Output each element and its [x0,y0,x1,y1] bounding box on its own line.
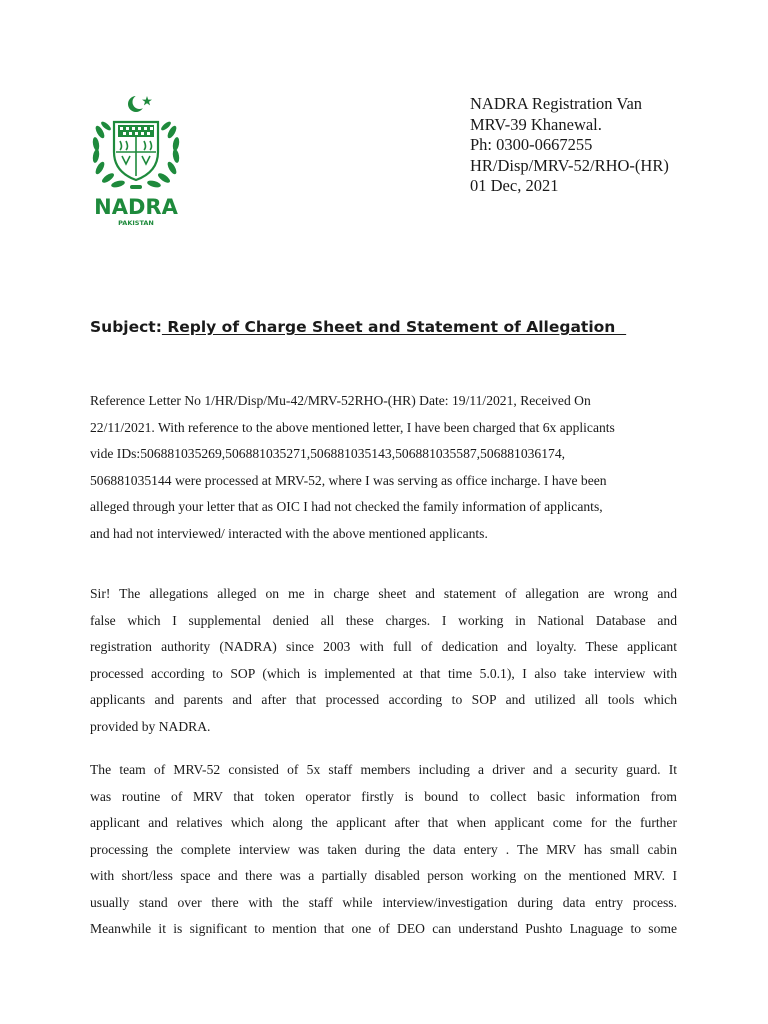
text-line: usually stand over there with the staff while interview/investigation during data entry process. [90,894,677,910]
shield-icon [114,122,158,180]
address-line: NADRA Registration Van [470,94,643,113]
sender-address-block [470,94,669,197]
subject-heading [90,318,626,336]
text-line: Meanwhile it is significant to mention that one of DEO can understand Pushto Lnaguage to some [90,921,677,936]
text-line: applicants and parents and after that processed according to SOP and utilized all tools which [90,692,677,707]
text-line: Reference Letter No 1/HR/Disp/Mu-42/MRV-52RHO-(HR) Date: 19/11/2021, Received On [90,393,591,408]
text-line: applicant and relatives which along the applicant after that when applicant come for the further [90,815,677,830]
logo-name-text: NADRA [94,195,178,219]
text-line: alleged through your letter that as OIC I had not checked the family information of applicants, [90,499,603,514]
text-line: provided by NADRA. [90,718,211,734]
logo-country-text: PAKISTAN [118,219,154,227]
text-line: and had not interviewed/ interacted with the above mentioned applicants. [90,525,488,541]
text-line: 506881035144 were processed at MRV-52, where I was serving as office incharge. I have been [90,472,607,488]
text-line: vide IDs:506881035269,506881035271,506881035143,506881035587,506881036174, [90,446,566,461]
text-line: processing the complete interview was taken during the data entery . The MRV has small cabin [90,841,677,857]
text-line: The team of MRV-52 consisted of 5x staff members including a driver and a security guard. It [90,762,677,777]
text-line: was routine of MRV that token operator firstly is bound to collect basic information from [90,788,677,804]
letter-body [90,371,677,943]
nadra-logo [86,92,186,230]
text-line: Sir! The allegations alleged on me in charge sheet and statement of allegation are wrong and [90,586,677,601]
subject-label: Subject: [90,318,162,336]
subject-text: Reply of Charge Sheet and Statement of Allegation [161,318,627,336]
text-line: 22/11/2021. With reference to the above mentioned letter, I have been charged that 6x applicants [90,419,615,435]
address-line: MRV-39 Khanewal. [470,114,602,134]
text-line: with short/less space and there was a partially disabled person working on the mentioned MRV. I [90,868,677,883]
text-line: registration authority (NADRA) since 2003 with full of dedication and loyalty. These applicant [90,639,677,654]
paragraph-3 [90,757,677,943]
reference-line: HR/Disp/MRV-52/RHO-(HR) [470,155,669,175]
text-line: processed according to SOP (which is implemented at that time 5.0.1), I also take interview with [90,665,677,681]
paragraph-2 [90,581,677,740]
text-line: false which I supplemental denied all these charges. I working in National Database and [90,612,677,628]
date-line: 01 Dec, 2021 [470,176,559,195]
phone-line: Ph: 0300-0667255 [470,135,593,154]
nadra-emblem-icon [86,92,186,230]
